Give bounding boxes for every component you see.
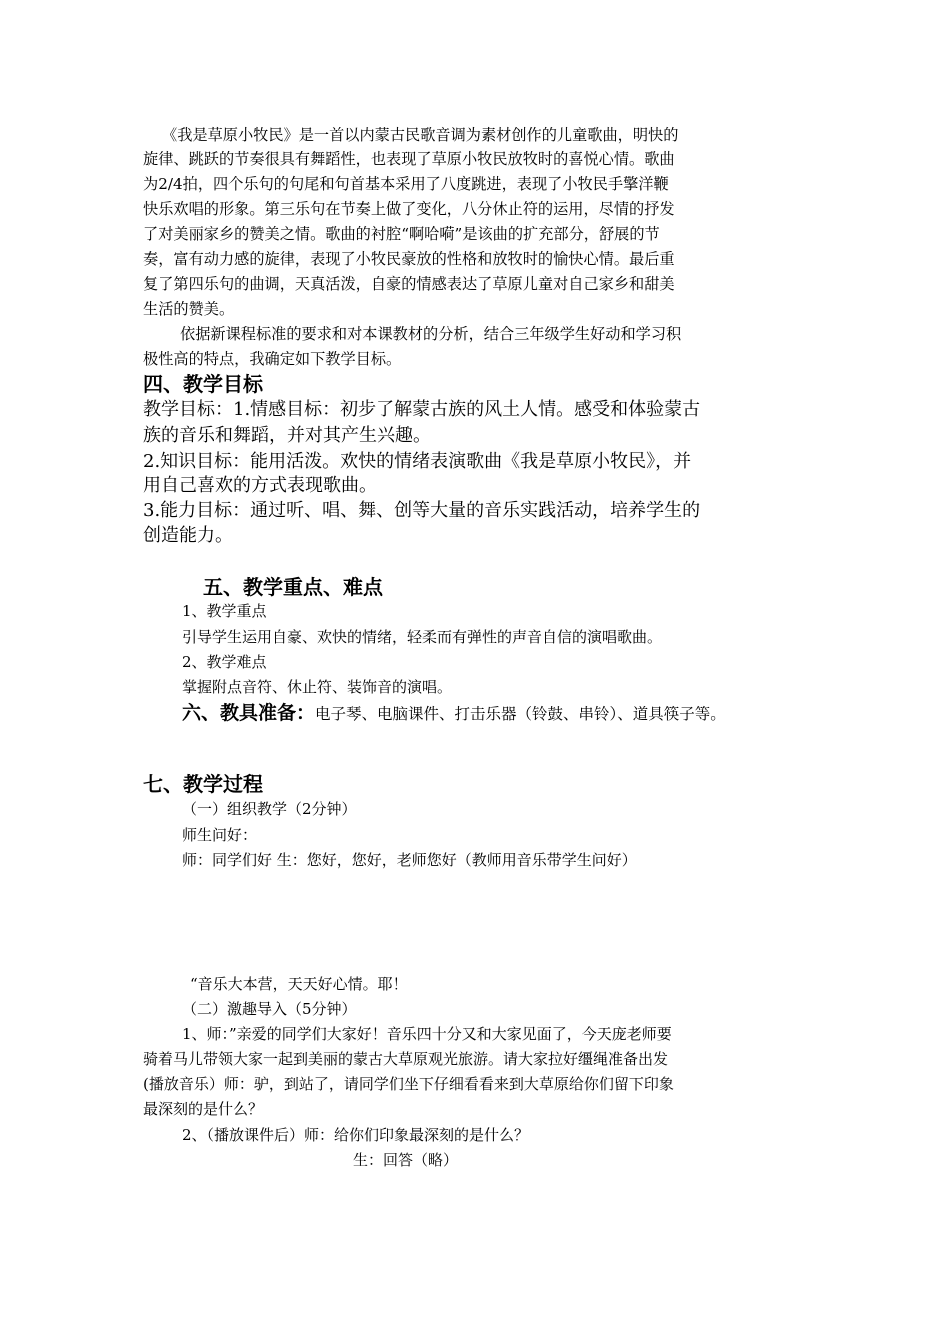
intro-line-2: 旋律、跳跃的节奏很具有舞蹈性，也表现了草原小牧民放牧时的喜悦心情。歌曲: [143, 150, 675, 168]
section7-line-1: （一）组织教学（2分钟）: [182, 800, 357, 818]
intro-line-5: 了对美丽家乡的赞美之情。歌曲的衬腔“啊哈嗬”是该曲的扩充部分，舒展的节: [143, 225, 660, 243]
section7-line-4: “音乐大本营，天天好心情。耶！: [190, 975, 408, 993]
intro-line-7: 复了第四乐句的曲调，天真活泼，自豪的情感表达了草原儿童对自己家乡和甜美: [143, 275, 675, 293]
intro-line-8: 生活的赞美。: [143, 300, 235, 318]
section7-line-6: 1、师：”亲爱的同学们大家好！音乐四十分又和大家见面了，今天庞老师要: [182, 1025, 672, 1043]
section5-line-2: 引导学生运用自豪、欢快的情绪，轻柔而有弹性的声音自信的演唱歌曲。: [182, 628, 663, 646]
section6-text: 电子琴、电脑课件、打击乐器（铃鼓、串铃）、道具筷子等。: [315, 705, 726, 723]
section7-line-10: 2、（播放课件后）师：给你们印象最深刻的是什么？: [182, 1126, 530, 1144]
section7-line-7: 骑着马儿带领大家一起到美丽的蒙古大草原观光旅游。请大家拉好缰绳准备出发: [143, 1050, 669, 1068]
section7-line-2: 师生问好：: [182, 826, 258, 844]
intro-line-3: 为2/4拍，四个乐句的句尾和句首基本采用了八度跳进，表现了小牧民手擎洋鞭: [143, 175, 669, 193]
section7-line-8: (播放音乐）师：驴，到站了，请同学们坐下仔细看看来到大草原给你们留下印象: [143, 1075, 674, 1093]
section7-line-3: 师：同学们好 生：您好，您好，老师您好（教师用音乐带学生问好）: [182, 851, 637, 869]
section5-line-4: 掌握附点音符、休止符、装饰音的演唱。: [182, 678, 453, 696]
section7-line-11: 生：回答（略）: [353, 1151, 459, 1169]
intro-line-1: 《我是草原小牧民》是一首以内蒙古民歌音调为素材创作的儿童歌曲，明快的: [162, 126, 679, 144]
section7-line-9: 最深刻的是什么？: [143, 1100, 264, 1118]
intro-line-6: 奏，富有动力感的旋律，表现了小牧民豪放的性格和放牧时的愉快心情。最后重: [143, 250, 675, 268]
section5-line-3: 2、教学难点: [182, 653, 267, 671]
intro-line-10: 极性高的特点，我确定如下教学目标。: [143, 350, 402, 368]
section6-row: [182, 698, 726, 725]
section4-line-4: 用自己喜欢的方式表现歌曲。: [143, 475, 377, 496]
section4-line-5: 3.能力目标：通过听、唱、舞、创等大量的音乐实践活动，培养学生的: [143, 500, 701, 521]
intro-line-4: 快乐欢唱的形象。第三乐句在节奏上做了变化，八分休止符的运用，尽情的抒发: [143, 200, 675, 218]
section7-line-5: （二）激趣导入（5分钟）: [182, 1000, 357, 1018]
section5-heading: 五、教学重点、难点: [203, 575, 383, 599]
intro-line-9: 依据新课程标准的要求和对本课教材的分析，结合三年级学生好动和学习积: [180, 325, 682, 343]
section4-line-3: 2.知识目标：能用活泼。欢快的情绪表演歌曲《我是草原小牧民》，并: [143, 451, 692, 472]
section4-heading: 四、教学目标: [143, 372, 263, 396]
section6-heading: 六、教具准备：: [182, 702, 316, 724]
section4-line-2: 族的音乐和舞蹈，并对其产生兴趣。: [143, 425, 431, 446]
section5-line-1: 1、教学重点: [182, 602, 267, 620]
section4-line-1: 教学目标：1.情感目标：初步了解蒙古族的风土人情。感受和体验蒙古: [143, 399, 701, 420]
section4-line-6: 创造能力。: [143, 525, 233, 546]
section7-heading: 七、教学过程: [143, 772, 263, 796]
